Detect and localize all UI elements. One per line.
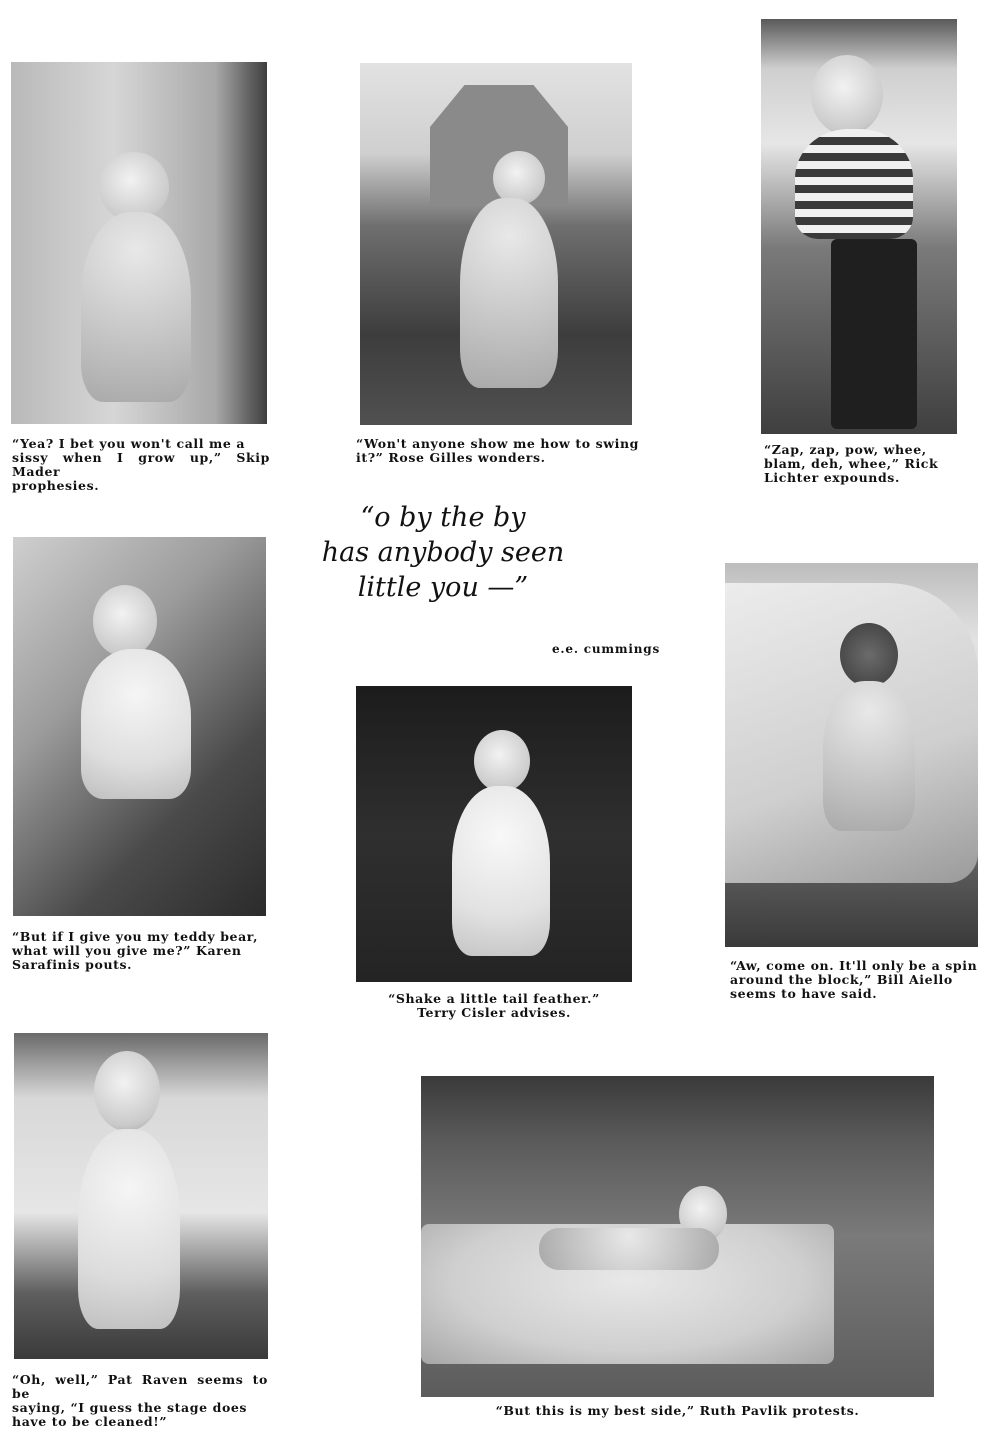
caption-line: “Shake a little tail feather.” (388, 991, 600, 1006)
child-figure (493, 151, 545, 205)
photo-pat-raven (14, 1033, 268, 1359)
child-figure (539, 1228, 719, 1270)
child-figure (795, 129, 913, 239)
caption-line: Terry Cisler advises. (417, 1005, 571, 1020)
caption-line: “But if I give you my teddy bear, (12, 929, 259, 944)
caption-line: around the block,” Bill Aiello (730, 972, 953, 987)
caption-line: Lichter expounds. (764, 470, 900, 485)
child-figure (831, 239, 917, 429)
caption-bill-aiello (730, 959, 980, 1001)
child-figure (452, 786, 550, 956)
caption-line: “Won't anyone show me how to swing (356, 436, 639, 451)
poem-line: “o by the by (360, 502, 526, 533)
caption-line: blam, deh, whee,” Rick (764, 456, 939, 471)
poem-line: little you —” (357, 572, 529, 603)
child-figure (78, 1129, 180, 1329)
child-figure (811, 55, 883, 135)
child-figure (460, 198, 558, 388)
caption-pat-raven (12, 1373, 268, 1429)
caption-terry-cisler (356, 992, 632, 1020)
child-figure (81, 649, 191, 799)
caption-rick-lichter (764, 443, 958, 485)
child-figure (81, 212, 191, 402)
photo-ruth-pavlik (421, 1076, 934, 1397)
photo-terry-cisler (356, 686, 632, 982)
caption-line: it?” Rose Gilles wonders. (356, 450, 546, 465)
caption-line: sissy when I grow up,” Skip Mader (12, 450, 270, 479)
child-figure (94, 1051, 160, 1131)
caption-line: “Aw, come on. It'll only be a spin (730, 958, 978, 973)
photo-karen-sarafinis (13, 537, 266, 916)
photo-bill-aiello (725, 563, 978, 947)
caption-line: what will you give me?” Karen (12, 943, 242, 958)
child-figure (93, 585, 157, 657)
caption-line: seems to have said. (730, 986, 878, 1001)
photo-rick-lichter (761, 19, 957, 434)
child-figure (823, 681, 915, 831)
caption-line: have to be cleaned!” (12, 1414, 168, 1429)
poem-author: e.e. cummings (552, 642, 661, 656)
photo-rose-gilles (360, 63, 632, 425)
caption-skip-mader (12, 437, 270, 493)
caption-karen-sarafinis (12, 930, 270, 972)
caption-line: Sarafinis pouts. (12, 957, 133, 972)
caption-line: “Zap, zap, pow, whee, (764, 442, 927, 457)
poem-quote (318, 500, 568, 605)
child-figure (840, 623, 898, 687)
photo-skip-mader (11, 62, 267, 424)
child-figure (474, 730, 530, 792)
caption-ruth-pavlik (421, 1404, 934, 1418)
caption-line: “But this is my best side,” Ruth Pavlik protests. (495, 1403, 860, 1418)
poem-line: has anybody seen (321, 537, 565, 568)
caption-line: “Oh, well,” Pat Raven seems to be (12, 1372, 268, 1401)
caption-line: saying, “I guess the stage does (12, 1400, 248, 1415)
caption-rose-gilles (356, 437, 646, 465)
caption-line: prophesies. (12, 478, 100, 493)
caption-line: “Yea? I bet you won't call me a (12, 436, 246, 451)
